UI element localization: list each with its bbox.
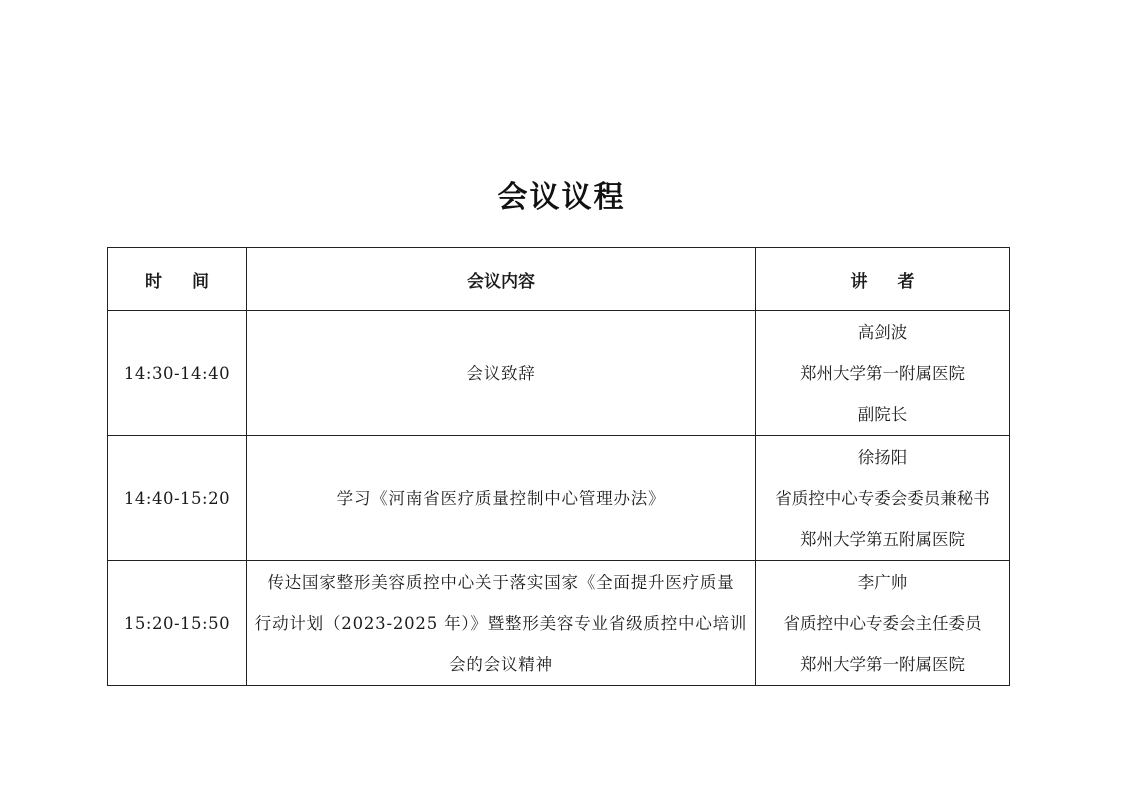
speaker-affiliation: 郑州大学第五附属医院 [800, 529, 965, 549]
content-cell [247, 436, 756, 561]
speaker-role: 副院长 [857, 404, 908, 424]
content-cell [247, 311, 756, 436]
speaker-role: 省质控中心专委会主任委员 [783, 613, 982, 633]
speaker-name: 李广帅 [857, 572, 908, 592]
table-row [108, 561, 1010, 686]
content-line: 会的会议精神 [449, 654, 553, 674]
content-line: 学习《河南省医疗质量控制中心管理办法》 [336, 488, 666, 508]
header-time [108, 248, 247, 311]
speaker-role: 省质控中心专委会委员兼秘书 [775, 488, 990, 508]
content-line: 行动计划（2023-2025 年）》暨整形美容专业省级质控中心培训 [254, 613, 748, 633]
speaker-name: 高剑波 [857, 322, 908, 342]
content-cell [247, 561, 756, 686]
agenda-table [107, 247, 1010, 686]
page-title: 会议议程 [497, 180, 626, 215]
speaker-cell [756, 311, 1010, 436]
header-speaker-char-2: 者 [897, 271, 915, 292]
header-time-char-2: 间 [192, 271, 209, 292]
speaker-affiliation: 郑州大学第一附属医院 [800, 363, 965, 383]
content-line: 传达国家整形美容质控中心关于落实国家《全面提升医疗质量 [267, 572, 735, 592]
time-cell: 14:40-15:20 [108, 436, 247, 561]
header-speaker [756, 248, 1010, 311]
header-content: 会议内容 [247, 248, 756, 311]
table-row [108, 436, 1010, 561]
speaker-cell [756, 436, 1010, 561]
speaker-cell [756, 561, 1010, 686]
header-speaker-char-1: 讲 [850, 271, 868, 292]
time-cell: 15:20-15:50 [108, 561, 247, 686]
content-line: 会议致辞 [466, 363, 536, 383]
speaker-affiliation: 郑州大学第一附属医院 [800, 654, 965, 674]
table-header-row [108, 248, 1010, 311]
table-row [108, 311, 1010, 436]
time-cell: 14:30-14:40 [108, 311, 247, 436]
speaker-name: 徐扬阳 [857, 447, 908, 467]
header-time-char-1: 时 [145, 271, 162, 292]
